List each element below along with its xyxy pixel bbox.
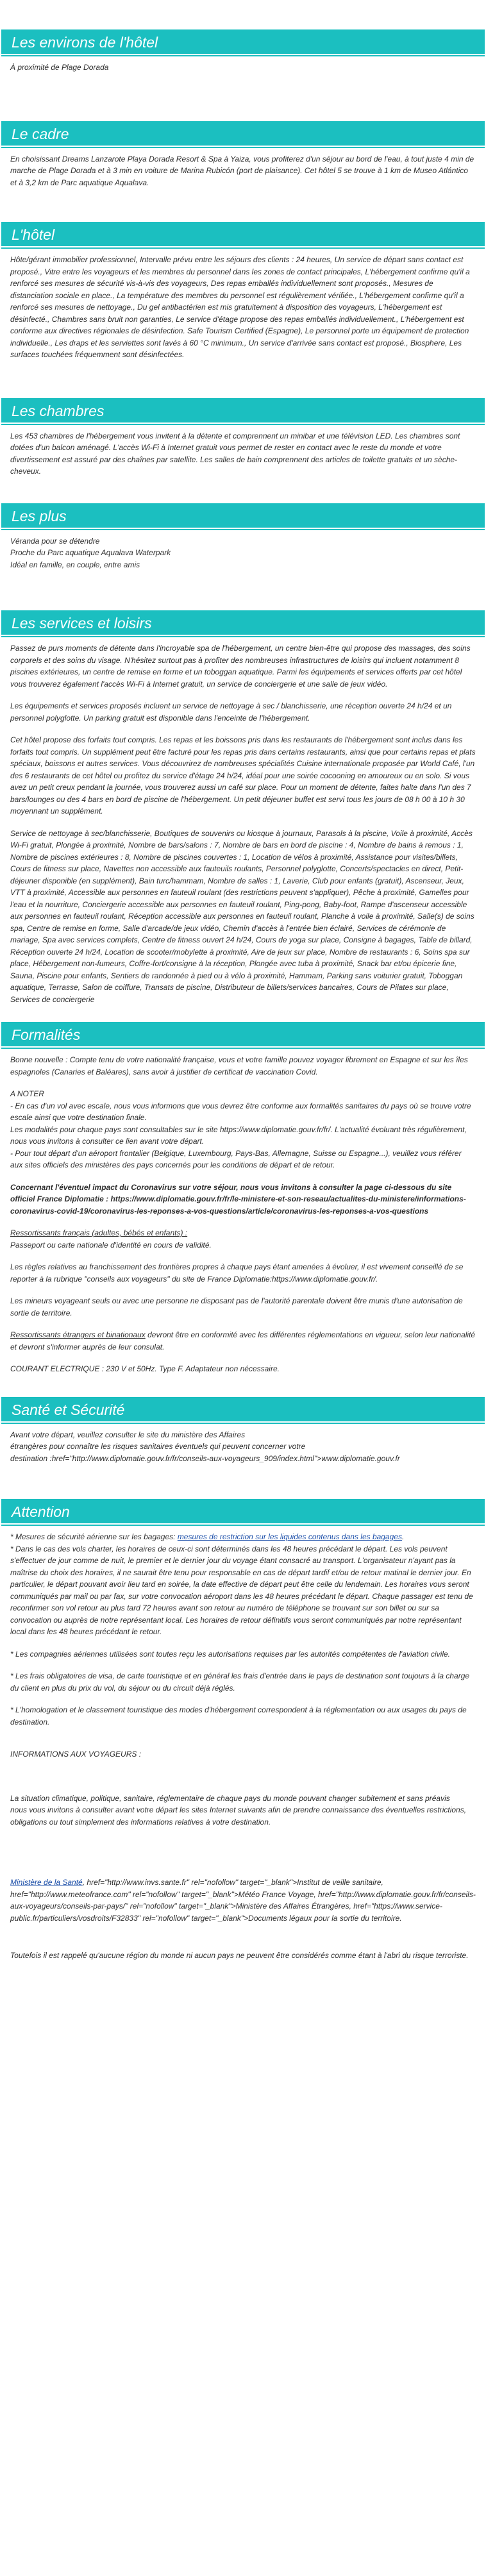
- section-title-attention: Attention: [1, 1499, 485, 1523]
- hotel-text: Hôte/gérant immobilier professionnel, Intervalle prévu entre les séjours des clients : 24 heures, Un service de départ sans contact est proposé., Vitre entre les voyageurs et les membres du personnel dans les zones de contact principales, L'hébergement confirme qu'il a renforcé ses mesures de sécurité vis-à-vis des voyageurs, Des repas emballés individuellement sont proposés., Mesures de distanciation sociale en place., La température des membres du personnel est régulièrement vérifiée., L'hébergement confirme qu'il a renforcé ses mesures de nettoyage., Du gel antibactérien est mis gratuitement à disposition des voyageurs, L'hébergement est désinfecté., Chambres sans bruit non garanties, Le service d'étage propose des repas emballés individuellement., L'hébergement est conforme aux directives régionales de désinfection. Safe Tourism Certified (Espagne), Le personnel porte un équipement de protection individuelle., Les draps et les serviettes sont lavés à 60 °C minimum., Un service d'arrivée sans contact est proposé., Biosphere, Les surfaces touchées fréquemment sont désinfectées.: [10, 255, 470, 359]
- attention-horaires: * Dans le cas des vols charter, les horaires de ceux-ci sont déterminés dans les 48 heures précédant le départ. Les vols peuvent s'effectuer de jour comme de nuit, le premier et le dernier jour du voyage étant consacré au transport. L'organisateur n'ayant pas la maîtrise du choix des horaires, il ne saurait être tenu pour responsable en cas de départ tardif et/ou de retour matinal le dernier jour. En particulier, le départ pouvant avoir lieu tard en soirée, la date effective de départ peut être celle du lendemain. Les horaires vous seront communiqués par mail ou par fax, sur votre convocation aéroport dans les 48 heures précédant le départ. Chaque passager est tenu de reconfirmer son vol retour au plus tard 72 heures avant son retour au numéro de téléphone se trouvant sur son billet ou sur sa convocation ou auprès de notre représentant local. Les horaires de retour définitifs vous seront communiqués par notre représentant local dans les 48 heures précédant le retour.: [10, 1544, 473, 1636]
- ressortissants-francais-text: Passeport ou carte nationale d'identité en cours de validité.: [10, 1240, 212, 1250]
- sante-text: Avant votre départ, veuillez consulter le site du ministère des Affaires: [10, 1430, 246, 1439]
- liquides-restriction-link[interactable]: mesures de restriction sur les liquides contenus dans les bagages: [177, 1532, 403, 1541]
- attention-compagnies: * Les compagnies aériennes utilisées sont toutes reçu les autorisations requises par les autorités compétentes de l'aviation civile.: [10, 1649, 450, 1659]
- infos-text: La situation climatique, politique, sanitaire, réglementaire de chaque pays du monde pouvant changer subitement et sans préavis: [10, 1793, 450, 1803]
- courant-electrique: COURANT ELECTRIQUE : 230 V et 50Hz. Type F. Adaptateur non nécessaire.: [10, 1364, 280, 1373]
- nota-text: - Pour tout départ d'un aéroport frontalier (Belgique, Luxembourg, Pays-Bas, Allemagne, Suisse ou Espagne...), veuillez vous référer aux sites officiels des ministères des pays concernés pour les conditions de départ et de retour.: [10, 1148, 462, 1169]
- plus-line: Véranda pour se détendre: [10, 536, 100, 546]
- services-paragraph: Les équipements et services proposés incluent un service de nettoyage à sec / blanchisserie, une réception ouverte 24 h/24 et un personnel polyglotte. Un parking gratuit est disponible dans l'enceinte de l'hébergement.: [10, 701, 452, 723]
- infos-voyageurs-title: INFORMATIONS AUX VOYAGEURS :: [10, 1750, 142, 1759]
- section-title-environs: Les environs de l'hôtel: [1, 29, 485, 54]
- infos-text: nous vous invitons à consulter avant votre départ les sites Internet suivants afin de prendre connaissance des éventuelles restrictions, obligations ou tout simplement des informations relatives à votre destination.: [10, 1805, 467, 1827]
- ministere-links: [10, 1877, 476, 1924]
- nota-text: - En cas d'un vol avec escale, nous vous informons que vous devrez être conforme aux formalités sanitaires du pays où se trouve votre escale ainsi que votre destination finale.: [10, 1101, 471, 1122]
- environs-text: À proximité de Plage Dorada: [10, 63, 109, 72]
- chambres-text: Les 453 chambres de l'hébergement vous invitent à la détente et comprennent un minibar et une télévision LED. Les chambres sont dotées d'un balcon aménagé. L'accès Wi-Fi à Internet gratuit vous permet de rester en contact avec le reste du monde et votre divertissement est assuré par des chaînes par satellite. Les salles de bain comprennent des articles de toilette gratuits et un sèche-cheveux.: [10, 431, 460, 476]
- sante-text: destination :href="http://www.diplomatie.gouv.fr/fr/conseils-aux-voyageurs_909/index.html">www.diplomatie.gouv.fr: [10, 1453, 400, 1463]
- sante-text: étrangères pour connaître les risques sanitaires éventuels qui peuvent concerner votre: [10, 1442, 306, 1451]
- formalites-intro: Bonne nouvelle : Compte tenu de votre nationalité française, vous et votre famille pouvez voyager librement en Espagne et sur les îles espagnoles (Canaries et Baléares), sans avoir à justifier de certificat de vaccination Covid.: [10, 1055, 468, 1076]
- attention-frais: * Les frais obligatoires de visa, de carte touristique et en général les frais d'entrée dans le pays de destination sont toujours à la charge du client en plus du prix du vol, du séjour ou du circuit déjà réglés.: [10, 1671, 470, 1693]
- ressortissants-etrangers-text: [10, 1329, 476, 1353]
- section-title-cadre: Le cadre: [1, 121, 485, 146]
- services-paragraph: Passez de purs moments de détente dans l'incroyable spa de l'hébergement, un centre bien-être qui propose des massages, des soins corporels et des soins du visage. N'hésitez surtout pas à profiter des nombreuses infrastructures de loisirs qui incluent notamment 8 piscines extérieures, un centre de remise en forme et un toboggan aquatique. Parmi les équipements et services offerts par cet hôtel vous trouverez également l'accès Wi-Fi à Internet gratuit, un service de conciergerie et une salle de jeux vidéo.: [10, 644, 471, 689]
- ministere-links-text: , href="http://www.invs.sante.fr" rel="nofollow" target="_blank">Institut de veille sanitaire, href="http://www.meteofrance.com" rel="nofollow" target="_blank">Météo France Voyage, href="http://www.diplomatie.gouv.fr/fr/conseils-aux-voyageurs/conseils-par-pays/" rel="nofollow" target="_blank">Ministère des Affaires Étrangères, href="https://www.service-public.fr/particuliers/vosdroits/F32833" rel="nofollow" target="_blank">Documents légaux pour la sortie du territoire.: [10, 1878, 476, 1923]
- ressortissants-etrangers-body: devront être en conformité avec les différentes réglementations en vigueur, selon leur nationalité et devront s'informer auprès de leur consulat.: [10, 1330, 476, 1351]
- section-title-formalites: Formalités: [1, 1022, 485, 1046]
- section-title-chambres: Les chambres: [1, 398, 485, 422]
- section-title-hotel: L'hôtel: [1, 222, 485, 246]
- section-title-plus: Les plus: [1, 503, 485, 528]
- plus-line: Proche du Parc aquatique Aqualava Waterpark: [10, 548, 171, 557]
- bagages-label: * Mesures de sécurité aérienne sur les bagages:: [10, 1532, 178, 1541]
- ressortissants-francais-title: Ressortissants français (adultes, bébés et enfants) :: [10, 1228, 188, 1237]
- attention-bagages: [10, 1531, 476, 1543]
- ressortissants-etrangers-title: Ressortissants étrangers et binationaux: [10, 1330, 146, 1339]
- section-title-sante: Santé et Sécurité: [1, 1397, 485, 1421]
- bagages-end: .: [402, 1532, 405, 1541]
- ministere-sante-link[interactable]: Ministère de la Santé: [10, 1878, 83, 1887]
- attention-homologation: * L'homologation et le classement touristique des modes d'hébergement correspondent à la réglementation ou aux usages du pays de destination.: [10, 1705, 467, 1727]
- terrorisme-notice: Toutefois il est rappelé qu'aucune région du monde ni aucun pays ne peuvent être considérés comme étant à l'abri du risque terroriste.: [10, 1951, 469, 1960]
- regles-text: Les règles relatives au franchissement des frontières propres à chaque pays étant amenées à évoluer, il est vivement conseillé de se reporter à la rubrique "conseils aux voyageurs" du site de France Diplomatie:https://www.diplomatie.gouv.fr/.: [10, 1262, 464, 1284]
- services-list: Service de nettoyage à sec/blanchisserie, Boutiques de souvenirs ou kiosque à journaux, Parasols à la piscine, Voile à proximité, Accès Wi-Fi gratuit, Plongée à proximité, Nombre de bars/salons : 7, Nombre de bars en bord de piscine : 4, Nombre de bains à remous : 1, Nombre de piscines extérieures : 8, Nombre de piscines couvertes : 1, Location de vélos à proximité, Assistance pour visites/billets, Cours de fitness sur place, Navettes non accessible aux fauteuils roulants, Personnel polyglotte, Concerts/spectacles en direct, Petit-déjeuner disponible (en supplément), Bain turc/hammam, Nombre de salles : 1, Laverie, Club pour enfants (gratuit), Ascenseur, Jeux, VTT à proximité, Accessible aux personnes en fauteuil roulant (des restrictions peuvent s'appliquer), Pêche à proximité, Gamelles pour l'eau et la nourriture, Conciergerie accessible aux personnes en fauteuil roulant, Ping-pong, Baby-foot, Rampe d'ascenseur accessible aux personnes en fauteuil roulant, Réception accessible aux personnes en fauteuil roulant, Planche à voile à proximité, Salle(s) de soins spa, Centre de remise en forme, Salle d'arcade/de jeux vidéo, Chemin d'accès à l'entrée bien éclairé, Services de cérémonie de mariage, Spa avec services complets, Centre de fitness ouvert 24 h/24, Cours de yoga sur place, Consigne à bagages, Table de billard, Réception ouverte 24 h/24, Location de scooter/mobylette à proximité, Aire de jeux sur place, Nombre de restaurants : 6, Soins spa sur place, Hébergement non-fumeurs, Coffre-fort/consigne à la réception, Plongée avec tuba à proximité, Snack bar et/ou épicerie fine, Sauna, Piscine pour enfants, Sentiers de randonnée à pied ou à vélo à proximité, Hammam, Parking sans voiturier gratuit, Toboggan aquatique, Terrasse, Salon de coiffure, Transats de piscine, Distributeur de billets/services bancaires, Cours de Pilates sur place, Services de conciergerie: [10, 828, 474, 1004]
- nota-title: A NOTER: [10, 1089, 44, 1098]
- mineurs-text: Les mineurs voyageant seuls ou avec une personne ne disposant pas de l'autorité parentale doivent être munis d'une autorisation de sortie de territoire.: [10, 1296, 463, 1317]
- plus-line: Idéal en famille, en couple, entre amis: [10, 560, 140, 569]
- coronavirus-notice: Concernant l'éventuel impact du Coronavirus sur votre séjour, nous vous invitons à consulter la page ci-dessous du site officiel France Diplomatie : https://www.diplomatie.gouv.fr/fr/le-ministere-et-son-reseau/actualites-du-ministere/informations-coronavirus-covid-19/coronavirus-les-reponses-a-vos-questions/article/coronavirus-les-reponses-a-vos-questions: [10, 1182, 466, 1216]
- services-paragraph: Cet hôtel propose des forfaits tout compris. Les repas et les boissons pris dans les restaurants de l'hébergement sont inclus dans les forfaits tout compris. Un supplément peut être facturé pour les repas pris dans certains restaurants, ainsi que pour certains repas et plats spéciaux, boissons et autres services. Vous découvrirez de nombreuses spécialités Cuisine internationale proposée par World Café, l'un des 6 restaurants de cet hôtel ou profitez du service d'étage 24 h/24, idéal pour une soirée cocooning en amoureux ou en solo. Si vous avez un petit creux pendant la journée, vous trouverez aussi un café sur place. Pour un moment de détente, faites halte dans l'un des 7 bars/lounges ou des 4 bars en bord de piscine de l'hébergement. Un petit déjeuner buffet est servi tous les jours de 08 h 00 à 10 h 30 moyennant un supplément.: [10, 735, 476, 815]
- section-title-services: Les services et loisirs: [1, 610, 485, 635]
- cadre-text: En choisissant Dreams Lanzarote Playa Dorada Resort & Spa à Yaiza, vous profiterez d'un séjour au bord de l'eau, à tout juste 4 min de marche de Plage Dorada et à 3 min en voiture de Marina Rubicón (port de plaisance). Cet hôtel 5 se trouve à 1 km de Museo Atlántico et à 3,2 km de Parc aquatique Aqualava.: [10, 154, 474, 187]
- nota-text: Les modalités pour chaque pays sont consultables sur le site https://www.diplomatie.gouv.fr/fr/. L'actualité évoluant très régulièrement, nous vous invitons à consulter ce lien avant votre départ.: [10, 1125, 467, 1146]
